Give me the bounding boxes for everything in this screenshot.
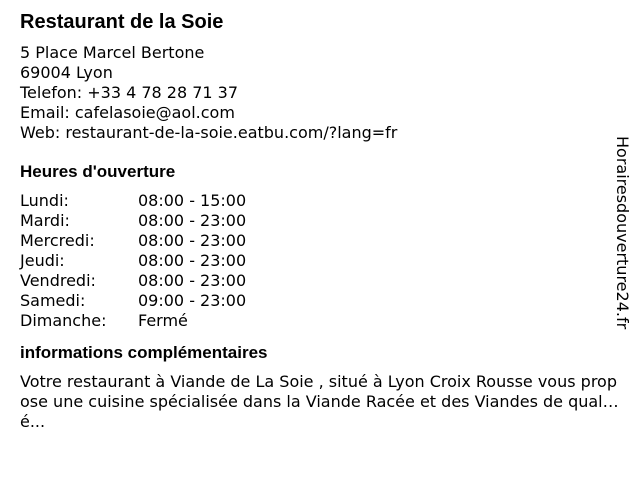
phone-number: Telefon: +33 4 78 28 71 37 — [20, 83, 239, 102]
hours-row-friday — [20, 271, 620, 291]
day-label: Lundi: — [20, 191, 69, 210]
time-range: 09:00 - 23:00 — [138, 291, 247, 310]
day-label: Vendredi: — [20, 271, 96, 290]
hours-row-monday — [20, 191, 620, 211]
time-range: 08:00 - 23:00 — [138, 211, 247, 230]
additional-info-heading: informations complémentaires — [20, 343, 268, 362]
address-city: 69004 Lyon — [20, 63, 113, 82]
opening-hours-heading: Heures d'ouverture — [20, 162, 176, 181]
time-range: Fermé — [138, 311, 188, 330]
day-label: Samedi: — [20, 291, 86, 310]
website-url: Web: restaurant-de-la-soie.eatbu.com/?lang=fr — [20, 123, 398, 142]
day-label: Dimanche: — [20, 311, 107, 330]
restaurant-name: Restaurant de la Soie — [20, 11, 224, 33]
hours-row-wednesday — [20, 231, 620, 251]
restaurant-description: Votre restaurant à Viande de La Soie , situé à Lyon Croix Rousse vous propose une cuisine spécialisée dans la Viande Racée et des Viandes de qualité... — [20, 372, 617, 431]
day-label: Jeudi: — [20, 251, 65, 270]
opening-hours-table — [20, 191, 620, 331]
time-range: 08:00 - 15:00 — [138, 191, 247, 210]
hours-row-thursday — [20, 251, 620, 271]
day-label: Mercredi: — [20, 231, 95, 250]
site-watermark: Horairesdouverture24.fr — [613, 136, 632, 330]
hours-row-sunday — [20, 311, 620, 331]
time-range: 08:00 - 23:00 — [138, 271, 247, 290]
hours-row-saturday — [20, 291, 620, 311]
hours-row-tuesday — [20, 211, 620, 231]
time-range: 08:00 - 23:00 — [138, 251, 247, 270]
address-street: 5 Place Marcel Bertone — [20, 43, 205, 62]
day-label: Mardi: — [20, 211, 70, 230]
restaurant-card — [20, 10, 620, 431]
email-address: Email: cafelasoie@aol.com — [20, 103, 235, 122]
time-range: 08:00 - 23:00 — [138, 231, 247, 250]
